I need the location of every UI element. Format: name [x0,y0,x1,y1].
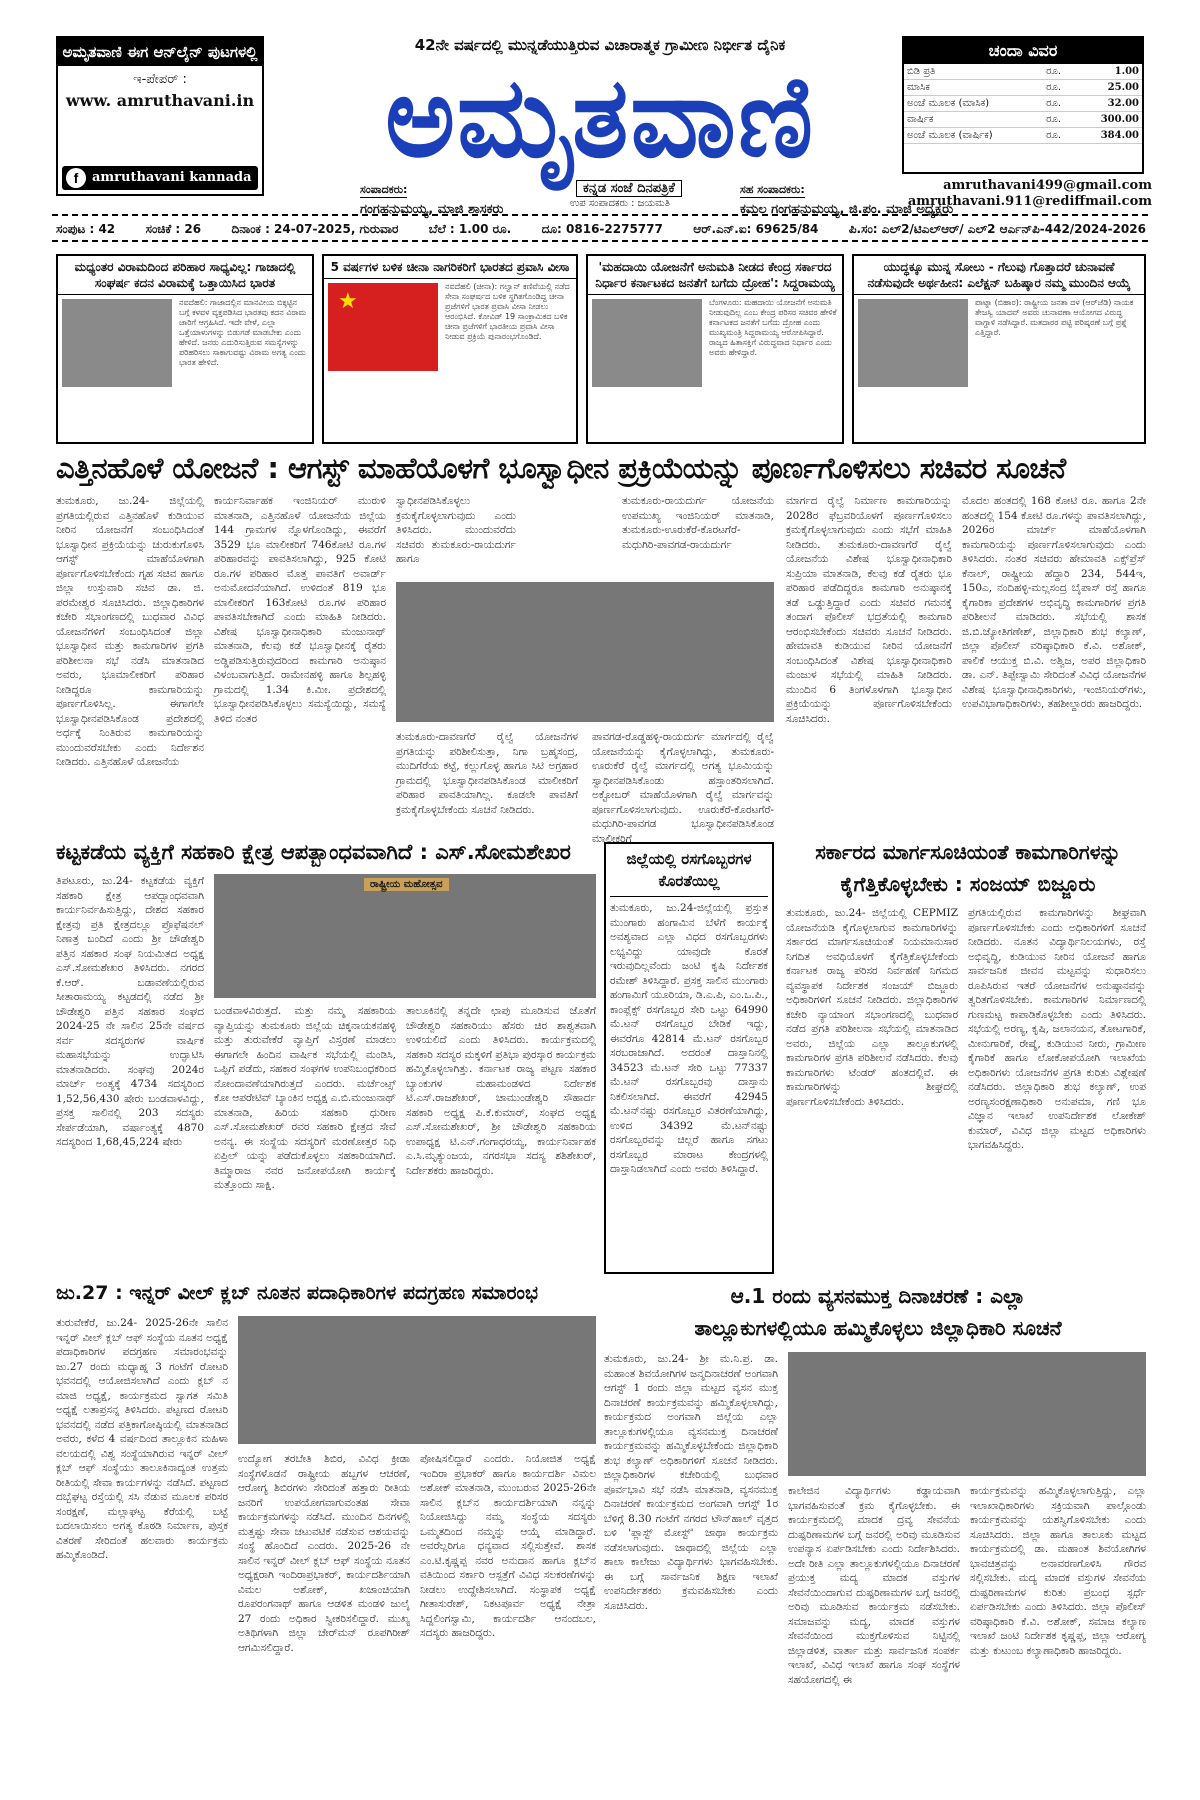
subscription-amount: 32.00 [1075,96,1142,112]
lead-col-2: ಕಾರ್ಯನಿರ್ವಾಹಕ ಇಂಜಿನಿಯರ್ ಮುರುಳಿ ಮಾತನಾಡಿ, ಎತ್ತಿನಹೊಳೆ ಯೋಜನೆಯ ಜಿಲ್ಲೆಯ 144 ಗ್ರಾಮಗಳ ನ್ನೊಳಗೊಂಡಿದ್ದು, ಈವರೆಗೆ 3529 ಭೂ ಮಾಲೀಕರಿಗೆ 746ಕೋಟಿ ರೂ.ಗಳ ಪರಿಹಾರವನ್ನು ಪಾವತಿಸಲಾಗಿದ್ದು, 925 ಕೋಟಿ ರೂ.ಗಳ ಪರಿಹಾರ ಮೊತ್ತ ಪಾವತಿಗೆ ಅವಾರ್ಡ್ ಅನುಮೋದನೆಯಾಗಿದೆ. ಉಳಿದಂತೆ 819 ಭೂ ಮಾಲೀಕರಿಗೆ 163ಕೋಟಿ ರೂ.ಗಳ ಪರಿಹಾರ ಪಾವತಿಸಬೇಕಾಗಿದೆ ಎಂದು ಮಾಹಿತಿ ನೀಡಿದರು. ವಿಶೇಷ ಭೂಸ್ವಾಧೀನಾಧಿಕಾರಿ ಮಂಜುನಾಥ್ ಮಾತನಾಡಿ, ಕೆಲವು ಕಡೆ ಭೂಸ್ವಾಧೀನಕ್ಕೆ ರೈತರು ಅಡ್ಡಿಪಡಿಸುತ್ತಿರುವುದರಿಂದ ಕಾಮಗಾರಿ ಅನುಷ್ಠಾನ ವಿಳಂಬವಾಗುತ್ತಿದೆ. ರಾಮೇನಹಳ್ಳಿ ಹಾಗೂ ಶಿಲ್ಪಹಳ್ಳಿ ಗ್ರಾಮದಲ್ಲಿ 1.34 ಕಿ.ಮೀ. ಪ್ರದೇಶದಲ್ಲಿ ಭೂಸ್ವಾಧೀನಪಡಿಸಿಕೊಳ್ಳಲು ಸಮಸ್ಯೆಯಿದ್ದು, ಸಮಸ್ಯೆ ತಿಳಿದ ನಂತರ [214,495,386,725]
guidelines-col-2: ಪ್ರಗತಿಯಲ್ಲಿರುವ ಕಾಮಗಾರಿಗಳನ್ನು ಶೀಘ್ರವಾಗಿ ಪೂರ್ಣಗೊಳಿಸಬೇಕು ಎಂದು ಅಧಿಕಾರಿಗಳಿಗೆ ಸೂಚನೆ ನೀಡಿದರು. ನೂತನ ವಿದ್ಯಾರ್ಥಿನಿಲಯಗಳು, ರಸ್ತೆ ಅಭಿವೃದ್ಧಿ, ಕುಡಿಯುವ ನೀರಿನ ಯೋಜನೆ ಹಾಗೂ ಸಾರ್ವಜನಿಕ ಜೀವನ ಮಟ್ಟವನ್ನು ಸುಧಾರಿಸಲು ರೂಪಿಸಿರುವ ಇತರೆ ಯೋಜನೆಗಳ ಅನುಷ್ಠಾನವನ್ನು ತ್ವರಿತಗೊಳಿಸಬೇಕು. ಕಾಮಗಾರಿಗಳ ನಿರ್ಮಾಣದಲ್ಲಿ ಗುಣಮಟ್ಟ ಕಾಪಾಡಿಕೊಳ್ಳಬೇಕು ಎಂದು ತಿಳಿಸಿದರು. ಸಭೆಯಲ್ಲಿ ಅರಣ್ಯ, ಕೃಷಿ, ಜಲಾನಯನ, ತೋಟಗಾರಿಕೆ, ಮೀನುಗಾರಿಕೆ, ರೇಷ್ಮೆ, ಕುಡಿಯುವ ನೀರು, ಗ್ರಾಮೀಣ ಕೈಗಾರಿಕೆ ಹಾಗೂ ಲೋಕೋಪಯೋಗಿ ಇಲಾಖೆಯ ಅಧಿಕಾರಿಗಳು ಯೋಜನೆಗಳ ಪ್ರಗತಿ ಕುರಿತು ವಿಶ್ಲೇಷಣೆ ನಡೆಸಿದರು. ಜಿಲ್ಲಾಧಿಕಾರಿ ಶುಭ ಕಲ್ಯಾಣ್, ಉಪ ಅರಣ್ಯಸಂರಕ್ಷಣಾಧಿಕಾರಿ ಅನುಪಮಾ, ಗಣಿ ಭೂ ವಿಜ್ಞಾನ ಇಲಾಖೆ ಉಪನಿರ್ದೇಶಕ ಲೋಕೇಶ್ ಕುಮಾರ್, ವಿವಿಧ ಜಿಲ್ಲಾ ಮಟ್ಟದ ಅಧಿಕಾರಿಗಳು ಭಾಗವಹಿಸಿದ್ದರು. [968,907,1146,1151]
fertilizer-headline: ಜಿಲ್ಲೆಯಲ್ಲಿ ರಸಗೊಬ್ಬರಗಳ ಕೊರತೆಯಿಲ್ಲ [610,848,768,897]
subscription-label: ಅಂಚೆ ಮೂಲಕ (ವಾರ್ಷಿಕ) [904,128,1043,144]
top-story-1[interactable] [56,254,314,444]
epaper-label: ಇ-ಪೇಪರ್ : [133,72,187,87]
subscription-label: ಅಂಚೆ ಮೂಲಕ (ಮಾಸಿಕ) [904,96,1043,112]
subscription-amount: 384.00 [1075,128,1142,144]
china-flag-photo [328,283,438,371]
issue-rni: ಆರ್.ಎನ್.ಐ: 69625/84 [693,222,819,236]
guidelines-headline-2: ಕೈಗೆತ್ತಿಕೊಳ್ಳಬೇಕು : ಸಂಜಯ್ ಬಿಜ್ಜೂರು [840,872,1096,896]
email-primary[interactable]: amruthavani499@gmail.com [943,178,1152,193]
innerwheel-group-photo [238,1316,596,1444]
deaddiction-headline-2: ತಾಲ್ಲೂಕುಗಳಲ್ಲಿಯೂ ಹಮ್ಮಿಕೊಳ್ಳಲು ಜಿಲ್ಲಾಧಿಕಾರಿ ಸೂಚನೆ [694,1316,1062,1340]
guidelines-headline-1: ಸರ್ಕಾರದ ಮಾರ್ಗಸೂಚಿಯಂತೆ ಕಾಮಗಾರಿಗಳನ್ನು [815,840,1121,864]
deaddiction-meeting-photo [788,1352,1146,1476]
subscription-row [904,64,1142,80]
issue-number: ಸಂಚಿಕೆ : 26 [145,222,202,236]
deaddiction-col-1: ತುಮಕೂರು, ಜು.24- ಶ್ರೀ ಮ.ನಿ.ಪ್ರ. ಡಾ. ಮಹಾಂತ ಶಿವಯೋಗಿಗಳ ಜನ್ಮದಿನಾಚರಣೆ ಅಂಗವಾಗಿ ಆಗಸ್ಟ್ 1 ರಂದು ಜಿಲ್ಲಾ ಮಟ್ಟದ ವ್ಯಸನ ಮುಕ್ತ ದಿನಾಚರಣೆ ಕಾರ್ಯಕ್ರಮವನ್ನು ಹಮ್ಮಿಕೊಳ್ಳಲಾಗಿದ್ದು, ಕಾರ್ಯಕ್ರಮದ ಅಂಗವಾಗಿ ಜಿಲ್ಲೆಯ ಎಲ್ಲಾ ತಾಲ್ಲೂಕುಗಳಲ್ಲಿಯೂ ವ್ಯಸನಮುಕ್ತ ದಿನಾಚರಣೆ ಕಾರ್ಯಕ್ರಮವನ್ನು ಹಮ್ಮಿಕೊಳ್ಳಬೇಕೆಂದು ಜಿಲ್ಲಾಧಿಕಾರಿ ಶುಭ ಕಲ್ಯಾಣ್ ಅಧಿಕಾರಿಗಳಿಗೆ ಸೂಚನೆ ನೀಡಿದರು. ಜಿಲ್ಲಾಧಿಕಾರಿಗಳ ಕಚೇರಿಯಲ್ಲಿ ಬುಧವಾರ ಪೂರ್ವಭಾವಿ ಸಭೆ ನಡೆಸಿ ಮಾತನಾಡಿ, ವ್ಯಸನಮುಕ್ತ ದಿನಾಚರಣೆ ಕಾರ್ಯಕ್ರಮದ ಅಂಗವಾಗಿ ಆಗಸ್ಟ್ 1ರ ಬೆಳಿಗ್ಗೆ 8.30 ಗಂಟೆಗೆ ನಗರದ ಟೌನ್‌ಹಾಲ್ ವೃತ್ತದ ಬಳಿ 'ಪ್ಲಾಸ್ಟ್ ಮೋಸ್ಟ್' ಜಾಥಾ ಕಾರ್ಯಕ್ರಮ ನಡೆಸಲಾಗುವುದು. ಜಾಥಾದಲ್ಲಿ ಜಿಲ್ಲೆಯ ಎಲ್ಲಾ ಶಾಲಾ ಕಾಲೇಜು ವಿದ್ಯಾರ್ಥಿಗಳು ಭಾಗವಹಿಸಬೇಕು. ಈ ಬಗ್ಗೆ ಸಾರ್ವಜನಿಕ ಶಿಕ್ಷಣ ಇಲಾಖೆ ಉಪನಿರ್ದೇಶಕರು ಕ್ರಮವಹಿಸಬೇಕು ಎಂದು ಸೂಚಿಸಿದರು. [604,1353,778,1612]
coeditor-name: ಕಮಲ ಗಂಗಹನುಮಯ್ಯ, ಜಿ.ಪಂ. ಮಾಜಿ ಅಧ್ಯಕ್ಷರು [740,202,954,217]
lead-col-5: ಪಾವಗಡ-ರೊಡ್ಡಹಳ್ಳಿ-ರಾಯದುರ್ಗ ಮಾರ್ಗದಲ್ಲಿ ರೈಲ್ವೆ ಯೋಜನೆಯನ್ನು ಕೈಗೊಳ್ಳಲಾಗಿದ್ದು, ತುಮಕೂರು-ಊರುಕೆರೆ ರೈಲ್ವೆ ಮಾರ್ಗದಲ್ಲಿ ಅಗತ್ಯ ಭೂಮಿಯನ್ನು ಸ್ವಾಧೀನಪಡಿಸಿಕೊಂಡು ಹಸ್ತಾಂತರಿಸಲಾಗಿದೆ. ಅಕ್ಟೋಬರ್ ಮಾಹೆಯೊಳಗಾಗಿ ರೈಲ್ವೆ ಮಾರ್ಗವನ್ನು ಪೂರ್ಣಗೊಳಿಸಲಾಗುವುದು. ಊರುಕೆರೆ-ಕೊರಟಗೆರೆ-ಮಧುಗಿರಿ-ಪಾವಗಡ ಭೂಸ್ವಾಧೀನಪಡಿಸಿಕೊಂಡ ಮಾಲೀಕರಿಗೆ [592,731,774,845]
subscription-cur: ರೂ. [1043,64,1075,80]
cooperative-headline: ಕಟ್ಟಕಡೆಯ ವ್ಯಕ್ತಿಗೆ ಸಹಕಾರಿ ಕ್ಷೇತ್ರ ಆಪತ್ಬಾಂಧವವಾಗಿದೆ : ಎಸ್.ಸೋಮಶೇಖರ [56,840,571,864]
top-story-3[interactable] [586,254,844,444]
subscription-amount: 25.00 [1075,80,1142,96]
issue-divider [52,240,1148,242]
issue-postal: ಪಿ.ಸಂ: ಎಲ್2/ಟಿಎಲ್ಆರ್/ ಎಲ್2 ಆರ್ಎನ್‌ಪಿ-442/2024-2026 [848,222,1146,236]
lead-photo-caption: ತುಮಕೂರು-ದಾವಣಗೆರೆ ರೈಲ್ವೆ ಯೋಜನೆಗಳ ಪ್ರಗತಿಯನ್ನು ಪರಿಶೀಲಿಸುತ್ತಾ, ನಿಗಾ ಬ್ರಹ್ಮಸಂದ್ರ, ಮುದಿಗೆರೆಯ ಕಟ್ಟೆ, ಕಲ್ಲುಗೊಳ್ಳ ಹಾಗೂ ಸಿಟಿ ಅಗ್ರಹಾರ ಗ್ರಾಮದಲ್ಲಿ ಭೂಸ್ವಾಧೀನಪಡಿಸಿಕೊಂಡ ಮಾಲೀಕರಿಗೆ ಪರಿಹಾರ ಪಾವತಿಯಾಗಿಲ್ಲ. ಕೂಡಲೇ ಪಾವತಿಗೆ ಕ್ರಮಕೈಗೊಳ್ಳಬೇಕೆಂದು ಸೂಚನೆ ನೀಡಿದರು. [396,731,578,816]
deaddiction-col-2: ಕಾಲೇಜಿನ ವಿದ್ಯಾರ್ಥಿಗಳು ಕಡ್ಡಾಯವಾಗಿ ಭಾಗವಹಿಸುವಂತೆ ಕ್ರಮ ಕೈಗೊಳ್ಳಬೇಕು. ಈ ಕಾರ್ಯಕ್ರಮದಲ್ಲಿ ಮಾದಕ ದ್ರವ್ಯ ಸೇವನೆಯ ದುಷ್ಪರಿಣಾಮಗಳ ಬಗ್ಗೆ ಜನರಲ್ಲಿ ಅರಿವು ಮೂಡಿಸುವ ಉಪನ್ಯಾಸ ಏರ್ಪಡಿಸಬೇಕು ಎಂದು ನಿರ್ದೇಶಿಸಿದರು. ಅದೇ ರೀತಿ ಎಲ್ಲಾ ತಾಲ್ಲೂಕುಗಳಲ್ಲಿಯೂ ದಿನಾಚರಣೆ ಪ್ರಯುಕ್ತ ಮದ್ಯ ಮಾದಕ ವಸ್ತುಗಳ ಸೇವನೆಯಿಂದಾಗುವ ದುಷ್ಪರಿಣಾಮಗಳ ಬಗ್ಗೆ ಜನರಲ್ಲಿ ಅರಿವು ಮೂಡಿಸುವ ಕಾರ್ಯಕ್ರಮ ನಡೆಸಬೇಕು. ಸಮಾಜವನ್ನು ಮದ್ಯ, ಮಾದಕ ವಸ್ತುಗಳ ಸೇವನೆಯಿಂದ ಮುಕ್ತಗೊಳಿಸುವ ನಿಟ್ಟಿನಲ್ಲಿ ಜಿಲ್ಲಾಡಳಿತ, ವಾರ್ತಾ ಮತ್ತು ಸಾರ್ವಜನಿಕ ಸಂಪರ್ಕ ಇಲಾಖೆ, ವಿವಿಧ ಇಲಾಖೆ ಹಾಗೂ ಸಂಘ ಸಂಸ್ಥೆಗಳ ಸಹಯೋಗದಲ್ಲಿ ಈ [788,1485,960,1686]
subscription-row [904,112,1142,128]
innerwheel-headline: ಜು.27 : ಇನ್ನರ್ ವೀಲ್ ಕ್ಲಬ್ ನೂತನ ಪದಾಧಿಕಾರಿಗಳ ಪದಗ್ರಹಣ ಸಮಾರಂಭ [56,1282,538,1304]
innerwheel-col-1: ತುರುವೇಕೆರೆ, ಜು.24- 2025-26ನೇ ಸಾಲಿನ ಇನ್ನರ್ ವೀಲ್ ಕ್ಲಬ್ ಆಫ್ ಸಂಸ್ಥೆಯ ನೂತನ ಅಧ್ಯಕ್ಷೆ ಪದಾಧಿಕಾರಿಗಳ ಪದಗ್ರಹಣ ಸಮಾರಂಭವನ್ನು ಜು.27 ರಂದು ಮಧ್ಯಾಹ್ನ 3 ಗಂಟೆಗೆ ರೋಟರಿ ಭವನದಲ್ಲಿ ಆಯೋಜಿಸಲಾಗಿದೆ ಎಂದು ಕ್ಲಬ್ ನ ಮಾಜಿ ಅಧ್ಯಕ್ಷೆ, ಕಾರ್ಯಕ್ರಮದ ಸ್ವಾಗತ ಸಮಿತಿ ಅಧ್ಯಕ್ಷೆ ಲತಾಪ್ರಸನ್ನ ತಿಳಿಸಿದರು. ಪಟ್ಟಣದ ರೋಟರಿ ಭವನದಲ್ಲಿ ನಡೆದ ಪತ್ರಿಕಾಗೋಷ್ಠಿಯಲ್ಲಿ ಮಾತನಾಡಿದ ಅವರು, ಕಳೆದ 4 ವರ್ಷದಿಂದ ತಾಲ್ಲೂಕಿನ ಮಹಿಳಾ ವಲಯದಲ್ಲಿ ವಿಶ್ವ ಸಂಸ್ಥೆಯಾಗಿರುವ ಇನ್ನರ್ ವೀಲ್ ಕ್ಲಬ್ ಆಫ್ ಸಂಸ್ಥೆಯು ತಾಲೂಕಿನಾದ್ಯಂತ ಉತ್ತಮ ರೀತಿಯಲ್ಲಿ ಸೇವಾ ಕಾರ್ಯಗಳನ್ನು ನಡೆಸಿದೆ. ಪಟ್ಟಣದ ದಬ್ಬೆಘಟ್ಟ ರಸ್ತೆಯಲ್ಲಿ ಸಸಿ ನೆಡುವ ಮೂಲಕ ಪರಿಸರ ಸಂರಕ್ಷಣೆ, ಮಲ್ಲಾಘಟ್ಟ ಕೆರೆಯಲ್ಲಿ ಬಟ್ಟೆ ಬದಲಾಯಿಸಲು ಅಗತ್ಯ ಕೊಠಡಿ ನಿರ್ಮಾಣ, ಪುಸ್ತಕ ವಿತರಣೆ ಸೇರಿದಂತೆ ಹಲವಾರು ಕಾರ್ಯಕ್ರಮ ಹಮ್ಮಿಕೊಂಡಿದೆ. [56,1317,228,1561]
top-story-title: ಯುದ್ಧಕ್ಕೂ ಮುನ್ನ ಸೋಲು - ಗೆಲುವು ಗೊತ್ತಾದರೆ ಚುನಾವಣೆ ನಡೆಸುವುದೇ ಅರ್ಥಹೀನ: ಎಲೆಕ್ಷನ್ ಬಹಿಷ್ಕಾರ ನಮ್ಮ ಮುಂದಿನ ಆಯ್ಕೆ [854,256,1144,295]
top-story-text: ನವದೆಹಲಿ: ಗಾಜಾದಲ್ಲಿನ ಮಾನವೀಯ ಬಿಕ್ಕಟ್ಟಿನ ಬಗ್ಗೆ ಕಳವಳ ವ್ಯಕ್ತಪಡಿಸಿದ ಭಾರತವು ಕದನ ವಿರಾಮ ಜಾರಿಗೆ ಆಗ್ರಹಿಸಿದೆ. ಇದೇ ವೇಳೆ, ಎಲ್ಲಾ ಒತ್ತೆಯಾಳುಗಳನ್ನು ಬಿಡುಗಡೆ ಮಾಡಬೇಕು ಎಂದು ಹೇಳಿದೆ. ಜನರು ಎದುರಿಸುತ್ತಿರುವ ಸಮಸ್ಯೆಗಳನ್ನು ಪರಿಹರಿಸಲು ಸಾಕಾಗುವಷ್ಟು ವಿರಾಮ ಅಗತ್ಯ ಎಂದು ಭಾರತ ಹೇಳಿದೆ. [179,298,307,367]
subscription-cur: ರೂ. [1043,112,1075,128]
fertilizer-text: ತುಮಕೂರು, ಜು.24-ಜಿಲ್ಲೆಯಲ್ಲಿ ಪ್ರಸ್ತುತ ಮುಂಗಾರು ಹಂಗಾಮಿನ ಬೆಳೆಗೆ ಕಾರ್ಯಕ್ಕೆ ಅವಶ್ಯವಾದ ಎಲ್ಲಾ ವಿಧದ ರಸಗೊಬ್ಬರಗಳು ಲಭ್ಯವಿದ್ದು ಯಾವುದೇ ಕೊರತೆ ಇರುವುದಿಲ್ಲವೆಂದು ಜಂಟಿ ಕೃಷಿ ನಿರ್ದೇಶಕ ರಮೇಶ್ ತಿಳಿಸಿದ್ದಾರೆ. ಪ್ರಸಕ್ತ ಸಾಲಿನ ಮುಂಗಾರು ಹಂಗಾಮಿಗೆ ಯೂರಿಯಾ, ಡಿ.ಎ.ಪಿ, ಎಂ.ಒ.ಪಿ., ಕಾಂಪ್ಲೆಕ್ಸ್ ರಸಗೊಬ್ಬರ ಸೇರಿ ಒಟ್ಟು 64990 ಮೆ.ಟನ್ ರಸಗೊಬ್ಬರ ಬೇಡಿಕೆ ಇದ್ದು, ಈವರೆಗೂ 42814 ಮೆ.ಟನ್ ರಸಗೊಬ್ಬರ ಸರಬರಾಜಾಗಿದೆ. ಅದರಂತೆ ದಾಸ್ತಾನಿನಲ್ಲಿ 34523 ಮೆ.ಟನ್ ಸೇರಿ ಒಟ್ಟು 77337 ಮೆ.ಟನ್ ರಸಗೊಬ್ಬರವು ದಾಸ್ತಾನು ನಿಕಲಿಸಲಾಗಿದೆ. ಈವರೆಗೆ 42945 ಮೆ.ಟನ್‌ನಷ್ಟು ರಸಗೊಬ್ಬರ ವಿತರಣೆಯಾಗಿದ್ದು, ಉಳಿದ 34392 ಮೆ.ಟನ್‌ನಷ್ಟು ರಸಗೊಬ್ಬರವನ್ನು ಚಿಲ್ಲರೆ ಹಾಗೂ ಸಗಟು ರಸಗೊಬ್ಬರ ಮಾರಾಟ ಕೇಂದ್ರಗಳಲ್ಲಿ ದಾಸ್ತಾನಿಡಲಾಗಿದೆ ಎಂದು ಅವರು ತಿಳಿಸಿದ್ದಾರೆ. [610,902,768,1175]
editor-block [360,178,503,217]
tagline: 42ನೇ ವರ್ಷದಲ್ಲಿ ಮುನ್ನಡೆಯುತ್ತಿರುವ ವಿಚಾರಾತ್ಮಕ ಗ್ರಾಮೀಣ ನಿರ್ಭೀತ ದೈನಿಕ [414,36,786,54]
subscription-row [904,96,1142,112]
evening-paper-label: ಕನ್ನಡ ಸಂಜೆ ದಿನಪತ್ರಿಕೆ [576,180,682,197]
website-link[interactable]: www. amruthavani.in [65,91,255,110]
issue-price: ಬೆಲೆ : 1.00 ರೂ. [428,222,512,236]
lead-col-7: ಮೊದಲ ಹಂತದಲ್ಲಿ 168 ಕೋಟಿ ರೂ. ಹಾಗೂ 2ನೇ ಹಂತದಲ್ಲಿ 154 ಕೋಟಿ ರೂ.ಗಳನ್ನು ಪಾವತಿಸಲಾಗಿದ್ದು, 2026ರ ಮಾರ್ಚ್ ಮಾಹೆಯೊಳಗಾಗಿ ಕಾಮಗಾರಿಯನ್ನು ಪೂರ್ಣಗೊಳಿಸಲಾಗುವುದು ಎಂದು ತಿಳಿಸಿದರು. ನಂತರ ಸಚಿವರು ಹೇಮಾವತಿ ಎಕ್ಸ್‌ಪ್ರೆಸ್ ಕೆನಾಲ್, ರಾಷ್ಟ್ರೀಯ ಹೆದ್ದಾರಿ 234, 544ಇ, 150ಎ, ನಂದಿಹಳ್ಳಿ-ಮಲ್ಲಸಂದ್ರ ಬೈಪಾಸ್ ರಸ್ತೆ ಹಾಗೂ ಕೈಗಾರಿಕಾ ಪ್ರದೇಶಗಳ ಅಭಿವೃದ್ಧಿ ಕಾಮಗಾರಿಗಳ ಪ್ರಗತಿ ಪರಿಶೀಲನೆ ಮಾಡಿದರು. ಸಭೆಯಲ್ಲಿ ಶಾಸಕ ಜಿ.ಬಿ.ಜ್ಯೋತಿಗಣೇಶ್, ಜಿಲ್ಲಾಧಿಕಾರಿ ಶುಭ ಕಲ್ಯಾಣ್, ಜಿಲ್ಲಾ ಪೊಲೀಸ್ ವರಿಷ್ಠಾಧಿಕಾರಿ ಕೆ.ವಿ. ಅಶೋಕ್, ಪಾಲಿಕೆ ಆಯುಕ್ತ ಬಿ.ವಿ. ಅಶ್ವಿಜ, ಅಪರ ಜಿಲ್ಲಾಧಿಕಾರಿ ಡಾ. ಎನ್. ತಿಪ್ಪೇಸ್ವಾಮಿ ಸೇರಿದಂತೆ ವಿವಿಧ ಯೋಜನೆಗಳ ವಿಶೇಷ ಭೂಸ್ವಾಧೀನಾಧಿಕಾರಿಗಳು, ಇಂಜಿನಿಯರ್‌ಗಳು, ಉಪವಿಭಾಗಾಧಿಕಾರಿಗಳು, ತಹಶೀಲ್ದಾರರು ಹಾಜರಿದ್ದರು. [962,495,1146,710]
subscription-header: ಚಂದಾ ವಿವರ [904,38,1142,64]
event-banner: ರಾಷ್ಟ್ರೀಯ ಮಹೋತ್ಸವ [364,878,449,891]
subscription-cur: ರೂ. [1043,128,1075,144]
cooperative-col-2: ಬಂಡವಾಳವಿರುತ್ತದೆ. ಮತ್ತು ನಮ್ಮ ಸಹಕಾರಿಯ ವ್ಯಾಪ್ತಿಯನ್ನು ತುಮಕೂರು ಜಿಲ್ಲೆಯ ಚಿಕ್ಕನಾಯಕನಹಳ್ಳಿ ಮತ್ತು ತುರುವೇಕೆರೆ ವ್ಯಾಪ್ತಿಗೆ ವಿಸ್ತರಣೆ ಮಾಡಲು ಈಗಾಗಲೇ ಹಿಂದಿನ ವಾರ್ಷಿಕ ಸಭೆಯಲ್ಲಿ ಮಂಡಿಸಿ, ಒಪ್ಪಿಗೆ ಪಡೆದು, ಸಹಕಾರ ಸಂಘಗಳ ಉಪನಿಬಂಧಕರಿಂದ ನೋಂದಾವಣೆಯಾಗಿರುತ್ತದೆ ಎಂದರು. ಮರ್ಚೆಂಟ್ಸ್ ಕೋ ಆಪರೇಟಿವ್ ಬ್ಯಾಂಕಿನ ಅಧ್ಯಕ್ಷ ಎ.ಬಿ.ಮಂಜುನಾಥ್ ಮಾತನಾಡಿ, ಹಿರಿಯ ಸಹಕಾರಿ ಧುರೀಣ ಎಸ್.ಸೋಮಶೇಖರ್ ರವರ ಸಹಕಾರಿ ಕ್ಷೇತ್ರದ ಸೇವೆ ಅನನ್ಯ. ಈ ಸಂಸ್ಥೆಯ ಸದಸ್ಯರಿಗೆ ಮರಣೋತ್ತರ ನಿಧಿ ಏಪ್ರಿಲ್ ಯನ್ನು ಪಡೆದುಕೊಳ್ಳಲು ಸಹಕಾರಿಯಾಗಿದೆ. ತಿಮ್ಮಾರಾಜ ನವರ ಜನೋಪಯೋಗಿ ಕಾರ್ಯಕ್ಕೆ ಮತ್ತೊಂದು ಸಾಕ್ಷಿ. [214,1005,396,1191]
issue-volume: ಸಂಪುಟ : 42 [56,222,116,236]
top-story-title: 'ಮಹದಾಯಿ ಯೋಜನೆಗೆ ಅನುಮತಿ ನೀಡದ ಕೇಂದ್ರ ಸರ್ಕಾರದ ನಿರ್ಧಾರ ಕರ್ನಾಟಕದ ಜನತೆಗೆ ಬಗೆದು ದ್ರೋಹ': ಸಿದ್ದರಾಮಯ್ಯ [588,256,842,295]
top-story-title: 5 ವರ್ಷಗಳ ಬಳಿಕ ಚೀನಾ ನಾಗರಿಕರಿಗೆ ಭಾರತದ ಪ್ರವಾಸಿ ವೀಸಾ [324,256,576,279]
top-story-text: ನವದೆಹಲಿ (ಚೀನಾ): ಗಲ್ವಾನ್ ಕಣಿವೆಯಲ್ಲಿ ನಡೆದ ಸೇನಾ ಸಂಘರ್ಷದ ಬಳಿಕ ಸ್ಥಗಿತಗೊಂಡಿದ್ದ ಚೀನಾ ಪ್ರಜೆಗಳಿಗೆ ಭಾರತ ಪ್ರವಾಸಿ ವೀಸಾ ನೀಡಲು ಆರಂಭಿಸಿದೆ. ಕೋವಿಡ್ 19 ಸಾಂಕ್ರಾಮಿಕದ ಬಳಿಕ ಚೀನಾ ಪ್ರಜೆಗಳಿಗೆ ಭಾರತೀಯ ಪ್ರವಾಸಿ ವೀಸಾ ನೀಡುವ ಪ್ರಕ್ರಿಯೆ ಪುನಾರಂಭಗೊಂಡಿದೆ. [445,282,570,341]
subscription-label: ವಾರ್ಷಿಕ [904,112,1043,128]
subscription-row [904,128,1142,144]
issue-date: ದಿನಾಂಕ : 24-07-2025, ಗುರುವಾರ [231,222,399,236]
subscription-amount: 300.00 [1075,112,1142,128]
guidelines-col-1: ತುಮಕೂರು, ಜು.24- ಜಿಲ್ಲೆಯಲ್ಲಿ CEPMIZ ಯೋಜನೆಯಡಿ ಕೈಗೊಳ್ಳಲಾಗುವ ಕಾಮಗಾರಿಗಳನ್ನು ಸರ್ಕಾರದ ಮಾರ್ಗಸೂಚಿಯಂತೆ ನಿಯಮಾನುಸಾರ ನಿಗದಿತ ಅವಧಿಯೊಳಗೆ ಕೈಗೆತ್ತಿಕೊಳ್ಳಬೇಕೆಂದು ಕರ್ನಾಟಕ ರಾಜ್ಯ ಪರಿಸರ ನಿರ್ವಹಣೆ ನಿಗಮದ ವ್ಯವಸ್ಥಾಪಕ ನಿರ್ದೇಶಕ ಸಂಜಯ್ ಬಿಜ್ಜೂರು ಅಧಿಕಾರಿಗಳಿಗೆ ಸೂಚನೆ ನೀಡಿದರು. ಜಿಲ್ಲಾಧಿಕಾರಿಗಳ ಕಚೇರಿ ನ್ಯಾಯಾಂಗ ಸಭಾಂಗಣದಲ್ಲಿ ಬುಧವಾರ ನಡೆದ ಪ್ರಗತಿ ಪರಿಶೀಲನಾ ಸಭೆಯಲ್ಲಿ ಮಾತನಾಡಿದ ಅವರು, ಜಿಲ್ಲೆಯ ಎಲ್ಲಾ ತಾಲ್ಲೂಕುಗಳಲ್ಲಿ ಕಾಮಗಾರಿಗಳ ಪ್ರಗತಿ ಪರಿಶೀಲನೆ ನಡೆಸಿದರು. ಕೆಲವು ಕಾಮಗಾರಿಗಳು ಟೆಂಡರ್ ಹಂತದಲ್ಲಿವೆ. ಈ ಕಾಮಗಾರಿಗಳನ್ನು ಶೀಘ್ರದಲ್ಲಿ ಪೂರ್ಣಗೊಳಿಸಬೇಕೆಂದು ತಿಳಿಸಿದರು. [786,907,958,1108]
facebook-icon: f [66,168,86,188]
fertilizer-story-box [604,842,774,1274]
issue-phone: ದೂ: 0816-2275777 [541,222,663,236]
lead-col-6: ಮಾರ್ಗದ ರೈಲ್ವೆ ನಿರ್ಮಾಣ ಕಾಮಗಾರಿಯನ್ನು 2028ರ ಫೆಬ್ರವರಿಯೊಳಗೆ ಪೂರ್ಣಗೊಳಿಸಲು ಕ್ರಮಕೈಗೊಳ್ಳಲಾಗುವುದು ಎಂದು ಸಭೆಗೆ ಮಾಹಿತಿ ನೀಡಿದರು. ತುಮಕೂರು-ದಾವಣಗೆರೆ ರೈಲ್ವೆ ಯೋಜನೆಯ ವಿಶೇಷ ಭೂಸ್ವಾಧೀನಾಧಿಕಾರಿ ಸುಪ್ರಿಯಾ ಮಾತನಾಡಿ, ಕೆಲವು ಕಡೆ ರೈತರು ಭೂ ಪರಿಹಾರ ಪಡೆದಿದ್ದರೂ ಕಾಮಗಾರಿ ಅನುಷ್ಠಾನಕ್ಕೆ ತಡೆ ಒಡ್ಡುತ್ತಿದ್ದಾರೆ ಎಂದು ಸಚಿವರ ಗಮನಕ್ಕೆ ತಂದಾಗ ಪೊಲೀಸ್ ಭದ್ರತೆಯಲ್ಲಿ ಕಾಮಗಾರಿ ಆರಂಭಿಸಬೇಕೆಂದು ಸಚಿವರು ಸೂಚನೆ ನೀಡಿದರು. ಹೇಮಾವತಿ ಕುಡಿಯುವ ನೀರಿನ ಯೋಜನೆಗೆ ಸಂಬಂಧಿಸಿದಂತೆ ವಿಶೇಷ ಭೂಸ್ವಾಧೀನಾಧಿಕಾರಿ ಮಂಜುಳ ಸಭೆಯಲ್ಲಿ ಮಾಹಿತಿ ನೀಡಿದರು. ಮುಂದಿನ 6 ತಿಂಗಳೊಳಗಾಗಿ ಭೂಸ್ವಾಧೀನ ಪ್ರಕ್ರಿಯೆಯನ್ನು ಪೂರ್ಣಗೊಳಿಸಬೇಕೆಂದು ಸೂಚಿಸಿದರು. [786,495,952,725]
subscription-label: ಮಾಸಿಕ [904,80,1043,96]
editor-label: ಸಂಪಾದಕರು: [360,183,408,196]
cooperative-col-1: ತಿಪಟೂರು, ಜು.24- ಕಟ್ಟಕಡೆಯ ವ್ಯಕ್ತಿಗೆ ಸಹಕಾರಿ ಕ್ಷೇತ್ರ ಆಪದ್ಬಾಂಧವವಾಗಿ ಕಾರ್ಯನಿರ್ವಹಿಸುತ್ತಿದ್ದು, ದೇಶದ ಸಹಕಾರ ಕ್ಷೇತ್ರವು ಪ್ರತಿ ಕ್ಷೇತ್ರದಲ್ಲೂ ಪ್ರೊಫೆಷನಲ್ ನಿಣಾತ್ರ ಬಂದಿದೆ ಎಂದು ಶ್ರೀ ಚೌಡೇಶ್ವರಿ ಪತ್ತಿನ ಸಹಕಾರ ಸಂಘ ನಿಯಮಿತದ ಅಧ್ಯಕ್ಷ ಎಸ್.ಸೋಮಶೇಖರ ತಿಳಿಸಿದರು. ನಗರದ ಕೆ.ಆರ್. ಬಡಾವಣೆಯಲ್ಲಿರುವ ಸೀತಾರಾಮಯ್ಯ ಕಟ್ಟಡದಲ್ಲಿ ನಡೆದ ಶ್ರೀ ಚೌಡೇಶ್ವರಿ ಪತ್ತಿನ ಸಹಕಾರ ಸಂಘದ 2024-25 ನೇ ಸಾಲಿನ 25ನೇ ವರ್ಷದ ಸರ್ವ ಸದಸ್ಯರುಗಳ ವಾರ್ಷಿಕ ಮಹಾಸಭೆಯನ್ನು ಉದ್ಘಾಟಿಸಿ ಮಾತನಾಡಿದರು. ಸಂಘವು 2024ರ ಮಾರ್ಚ್ ಅಂತ್ಯಕ್ಕೆ 4734 ಸದಸ್ಯರಿಂದ 1,52,56,430 ಷೇರು ಬಂಡವಾಳವಿದ್ದು, ಪ್ರಸಕ್ತ ಸಾಲಿನಲ್ಲಿ 203 ಸದಸ್ಯರು ಸೇರ್ಪಡೆಯಾಗಿ, ವರ್ಷಾಂತ್ಯಕ್ಕೆ 4870 ಸದಸ್ಯರಿಂದ 1,68,45,224 ಷೇರು [56,875,204,1148]
subscription-cur: ರೂ. [1043,96,1075,112]
facebook-handle: amruthavani kannada [92,170,252,185]
cooperative-col-3: ತಾಲೂಕಿನಲ್ಲಿ ತನ್ನದೇ ಛಾಪು ಮೂಡಿಸುವ ಜೊತೆಗೆ ಚೌಡೇಶ್ವರಿ ಸಹಕಾರಿಯು ಹೆಸರು ಚಿರ ಶಾಶ್ವತವಾಗಿ ಉಳಿಯಲಿದೆ ಎಂದು ತಿಳಿಸಿದರು. ಕಾರ್ಯಕ್ರಮದಲ್ಲಿ ಸಹಕಾರಿ ಸದಸ್ಯರ ಮಕ್ಕಳಿಗೆ ಪ್ರತಿಭಾ ಪುರಸ್ಕಾರ ಕಾರ್ಯಕ್ರಮ ಹಮ್ಮಿಕೊಳ್ಳಲಾಗಿತ್ತು. ಕರ್ನಾಟಕ ರಾಜ್ಯ ಪಟ್ಟಣ ಸಹಕಾರ ಬ್ಯಾಂಕುಗಳ ಮಹಾಮಂಡಳದ ನಿರ್ದೇಶಕ ಟಿ.ಎಸ್.ರಾಜಶೇಖರ್, ಚಾಮುಂಡೇಶ್ವರಿ ಸೌಹಾರ್ದ ಸಹಕಾರಿ ಅಧ್ಯಕ್ಷ ಪಿ.ಕೆ.ಕುಮಾರ್, ಸಂಘದ ಅಧ್ಯಕ್ಷ ಎಸ್.ಸೋಮಶೇಖರ್, ಶ್ರೀ ಚೌಡೇಶ್ವರಿ ಸಹಕಾರಿಯ ಉಪಾಧ್ಯಕ್ಷ ಟಿ.ಎನ್.ಗಂಗಾಧರಯ್ಯ, ಕಾರ್ಯನಿರ್ವಾಹಕ ಎ.ಸಿ.ಮೃತ್ಯುಂಜಯ, ನಗರಸಭಾ ಸದಸ್ಯ ಶಶಿಶೇಖರ್, ನಿರ್ದೇಶಕರು ಹಾಜರಿದ್ದರು. [406,1005,596,1177]
lead-col-3: ಸ್ವಾಧೀನಪಡಿಸಿಕೊಳ್ಳಲು ಕ್ರಮಕೈಗೊಳ್ಳಲಾಗುವುದು ಎಂದು ತಿಳಿಸಿದರು. ಮುಂದುವರೆದು ಸಚಿವರು ತುಮಕೂರು-ರಾಯದುರ್ಗ ಹಾಗೂ [396,495,516,565]
top-story-text: ಬೆಂಗಳೂರು: ಮಹದಾಯಿ ಯೋಜನೆಗೆ ಅನುಮತಿ ನೀಡುವುದಿಲ್ಲ ಎಂಬ ಕೇಂದ್ರ ಪರಿಸರ ಸಚಿವರ ಹೇಳಿಕೆ ಕರ್ನಾಟಕದ ಜನತೆಗೆ ಬಗೆದು ದ್ರೋಹ ಎಂದು ಮುಖ್ಯಮಂತ್ರಿ ಸಿದ್ದರಾಮಯ್ಯ ಆರೋಪಿಸಿದ್ದಾರೆ. ರಾಜ್ಯದ ಹಿತಾಸಕ್ತಿಗೆ ವಿರುದ್ಧವಾದ ನಿರ್ಧಾರ ಎಂದು ಅವರು ಹೇಳಿದ್ದಾರೆ. [709,298,837,357]
issue-info-row [56,222,1146,237]
deaddiction-headline-1: ಆ.1 ರಂದು ವ್ಯಸನಮುಕ್ತ ದಿನಾಚರಣೆ : ಎಲ್ಲಾ [730,1284,1026,1308]
lead-col-1: ತುಮಕೂರು, ಜು.24- ಜಿಲ್ಲೆಯಲ್ಲಿ ಪ್ರಗತಿಯಲ್ಲಿರುವ ಎತ್ತಿನಹೊಳೆ ಕುಡಿಯುವ ನೀರಿನ ಯೋಜನೆಗೆ ಸಂಬಂಧಿಸಿದಂತೆ ಭೂಸ್ವಾಧೀನ ಪ್ರಕ್ರಿಯೆಯನ್ನು ಚುರುಕುಗೊಳಿಸಿ ಆಗಸ್ಟ್ ಮಾಹೆಯೊಳಗಾಗಿ ಪೂರ್ಣಗೊಳಿಸಬೇಕೆಂದು ಗೃಹ ಸಚಿವ ಹಾಗೂ ಜಿಲ್ಲಾ ಉಸ್ತುವಾರಿ ಸಚಿವ ಡಾ. ಜಿ. ಪರಮೇಶ್ವರ ಸೂಚಿಸಿದರು. ಜಿಲ್ಲಾಧಿಕಾರಿಗಳ ಕಚೇರಿ ಸಭಾಂಗಣದಲ್ಲಿ ಬುಧವಾರ ವಿವಿಧ ಯೋಜನೆಗಳಿಗೆ ಸಂಬಂಧಿಸಿದಂತೆ ಜಿಲ್ಲಾ ಭೂಸ್ವಾಧೀನ ಮತ್ತು ಕಾಮಗಾರಿಗಳ ಪ್ರಗತಿ ಪರಿಶೀಲನಾ ಸಭೆ ನಡೆಸಿ ಮಾತನಾಡಿದ ಅವರು, ಭೂಮಾಲೀಕರಿಗೆ ಪರಿಹಾರ ನೀಡಿದ್ದರೂ ಕಾಮಗಾರಿಯನ್ನು ಪೂರ್ಣಗೊಳಿಸಿಲ್ಲ. ಈಗಾಗಲೇ ಭೂಸ್ವಾಧೀನಪಡಿಸಿಕೊಂಡ ಪ್ರದೇಶದಲ್ಲಿ ಅರ್ಧಕ್ಕೆ ನಿಂತಿರುವ ಕಾಮಗಾರಿಯನ್ನು ಮುಂದುವರೆಸಬೇಕು ಎಂದು ನಿರ್ದೇಶನ ನೀಡಿದರು. ಎತ್ತಿನಹೊಳೆ ಯೋಜನೆಯ [56,495,204,768]
subscription-table [904,64,1142,144]
email-secondary[interactable]: amruthavani.911@rediffmail.com [907,194,1152,209]
contact-emails [902,178,1152,210]
subscription-box [902,36,1144,174]
deaddiction-col-3: ಕಾರ್ಯಕ್ರಮವನ್ನು ಹಮ್ಮಿಕೊಳ್ಳಲಾಗುತ್ತಿದ್ದು, ಎಲ್ಲಾ ಇಲಾಖಾಧಿಕಾರಿಗಳು ಸಕ್ರಿಯವಾಗಿ ಪಾಲ್ಗೊಂಡು ಕಾರ್ಯಕ್ರಮವನ್ನು ಯಶಸ್ವಿಗೊಳಿಸಬೇಕು ಎಂದು ಸೂಚಿಸಿದರು. ಜಿಲ್ಲಾ ಹಾಗೂ ತಾಲೂಕು ಮಟ್ಟದ ಕಾರ್ಯಕ್ರಮದಲ್ಲಿ ಡಾ. ಮಹಾಂತ ಶಿವಯೋಗಿಗಳ ಭಾವಚಿತ್ರವನ್ನು ಅನಾವರಣಗೊಳಿಸಿ ಗೌರವ ಸಲ್ಲಿಸಬೇಕು. ಮದ್ಯ ಮಾದಕ ವಸ್ತುಗಳ ಸೇವನೆಯ ದುಷ್ಪರಿಣಾಮಗಳ ಕುರಿತು ಪ್ರಬಂಧ ಸ್ಪರ್ಧೆ ಏರ್ಪಡಿಸಬೇಕು ಎಂದು ತಿಳಿಸಿದರು. ಜಿಲ್ಲಾ ಪೊಲೀಸ್ ವರಿಷ್ಠಾಧಿಕಾರಿ ಕೆ.ವಿ. ಅಶೋಕ್, ಸಮಾಜ ಕಲ್ಯಾಣ ಇಲಾಖೆ ಜಂಟಿ ನಿರ್ದೇಶಕ ಕೃಷ್ಣಪ್ಪ, ಜಿಲ್ಲಾ ಆರೋಗ್ಯ ಮತ್ತು ಕುಟುಂಬ ಕಲ್ಯಾಣಾಧಿಕಾರಿ ಹಾಜರಿದ್ದರು. [970,1485,1146,1657]
lead-col-4: ತುಮಕೂರು-ರಾಯದುರ್ಗ ಯೋಜನೆಯ ಉಪಮುಖ್ಯ ಇಂಜಿನಿಯರ್ ಮಾತನಾಡಿ, ತುಮಕೂರು-ಊರುಕೆರೆ-ಕೊರಟಗೆರೆ-ಮಧುಗಿರಿ-ಪಾವಗಡ-ರಾಯದುರ್ಗ [622,495,774,551]
top-story-photo [62,299,172,387]
subscription-label: ಬಿಡಿ ಪ್ರತಿ [904,64,1043,80]
innerwheel-col-3: ಪೋಷಿಸಲಿದ್ದಾರೆ ಎಂದರು. ನಿಯೋಜಿತ ಅಧ್ಯಕ್ಷೆ ಇಂದಿರಾ ಪ್ರಭಾಕರ್ ಹಾಗೂ ಕಾರ್ಯದರ್ಶಿ ವಿಮಲ ಅಶೋಕ್ ಮಾತನಾಡಿ, ಮುಂಬರುವ 2025-26ನೇ ಸಾಲಿನ ಕ್ಲಬ್‌ನ ಕಾರ್ಯದರ್ಶಿಯಾಗಿ ನನ್ನನ್ನು ನಿಯೋಜಿಸಿದ್ದು ನಮ್ಮ ಸಂಸ್ಥೆಯ ಸದಸ್ಯರು ಒಮ್ಮತದಿಂದ ನಮ್ಮನ್ನು ಆಯ್ಕೆ ಮಾಡಿದ್ದಾರೆ. ಅವರೆಲ್ಲರಿಗೂ ಧನ್ಯವಾದ ಸಲ್ಲಿಸುತ್ತೇವೆ. ಶಾಸಕ ಎಂ.ಟಿ.ಕೃಷ್ಣಪ್ಪ ನವರ ಅನುದಾನ ಹಾಗೂ ಕ್ಲಬ್‌ನ ವತಿಯಿಂದ ಸರ್ಕಾರಿ ಆಸ್ಪತ್ರೆಗೆ ವಿವಿಧ ಸಲಕರಣೆಗಳನ್ನು ನೀಡಲು ಉದ್ದೇಶಿಸಲಾಗಿದೆ. ಸಂಸ್ಥಾಪಕ ಅಧ್ಯಕ್ಷೆ ಗೀತಾಸುರೇಶ್, ನಿಕಟಪೂರ್ವ ಅಧ್ಯಕ್ಷೆ ನೇತ್ರಾ ಸಿದ್ದಲಿಂಗಸ್ವಾಮಿ, ಕಾರ್ಯದರ್ಶಿ ಆನಂದಬಲ, ಸದಸ್ಯರು ಹಾಜರಿದ್ದರು. [420,1453,596,1639]
online-promo-box [56,36,264,196]
top-story-text: ಪಾಟ್ನಾ (ಬಿಹಾರ): ರಾಷ್ಟ್ರೀಯ ಜನತಾ ದಳ (ಆರ್‌ಜೆಡಿ) ನಾಯಕ ತೇಜಸ್ವಿ ಯಾದವ್ ಅವರು ಚುನಾವಣಾ ಆಯೋಗದ ವಿರುದ್ಧ ವಾಗ್ದಾಳಿ ನಡೆಸಿದ್ದಾರೆ. ಮತದಾರರ ಪಟ್ಟಿ ಪರಿಷ್ಕರಣೆ ಬಗ್ಗೆ ಪ್ರಶ್ನೆ ಎತ್ತಿದ್ದಾರೆ. [975,298,1134,337]
top-story-title: ಮಧ್ಯಂತರ ವಿರಾಮದಿಂದ ಪರಿಹಾರ ಸಾಧ್ಯವಿಲ್ಲ: ಗಾಜಾದಲ್ಲಿ ಸಂಘರ್ಷ ಕದನ ವಿರಾಮಕ್ಕೆ ಒತ್ತಾಯಿಸಿದ ಭಾರತ [58,256,312,295]
editor-name: ಗಂಗಹನುಮಯ್ಯ, ಮಾಜಿ ಶಾಸಕರು [360,202,504,217]
lead-headline: ಎತ್ತಿನಹೊಳೆ ಯೋಜನೆ : ಆಗಸ್ಟ್ ಮಾಹೆಯೊಳಗೆ ಭೂಸ್ವಾಧೀನ ಪ್ರಕ್ರಿಯೆಯನ್ನು ಪೂರ್ಣಗೊಳಿಸಲು ಸಚಿವರ ಸೂಚನೆ [56,451,1066,485]
subscription-row [904,80,1142,96]
newspaper-title: ಅಮೃತವಾಣಿ [385,52,815,182]
lead-meeting-photo [396,582,774,722]
sub-editor: ಉಪ ಸಂಪಾದಕರು : ಜಯಮತಿ [570,198,670,209]
online-promo-header: ಅಮೃತವಾಣಿ ಈಗ ಆನ್‌ಲೈನ್ ಪುಟಗಳಲ್ಲಿ [58,38,262,66]
facebook-link[interactable] [62,166,258,190]
top-story-2[interactable] [322,254,578,444]
subscription-amount: 1.00 [1075,64,1142,80]
innerwheel-col-2: ಉದ್ಯೋಗ ತರಬೇತಿ ಶಿಬಿರ, ವಿವಿಧ ಕ್ರೀಡಾ ಸಂಸ್ಥೆಗಳೊಡನೆ ರಾಷ್ಟ್ರೀಯ ಹಬ್ಬಗಳ ಆಚರಣೆ, ಆರೋಗ್ಯ ಶಿಬಿರಗಳು ಸೇರಿದಂತೆ ಹತ್ತಾರು ರೀತಿಯ ಜನರಿಗೆ ಉಪಯೋಗವಾಗುವಂತಹ ಸೇವಾ ಕಾರ್ಯಕ್ರಮಗಳನ್ನು ನಡೆಸಿದೆ. ಮುಂದಿನ ದಿನಗಳಲ್ಲಿ ಮತ್ತಷ್ಟು ಸೇವಾ ಚಟುವಟಿಕೆ ನಡೆಸುವ ಆಶಯವನ್ನು ಸಂಸ್ಥೆ ಹೊಂದಿದೆ ಎಂದರು. 2025-26 ನೇ ಸಾಲಿನ ಇನ್ನರ್ ವೀಲ್ ಕ್ಲಬ್ ಆಫ್ ಸಂಸ್ಥೆಯ ನೂತನ ಅಧ್ಯಕ್ಷರಾಗಿ ಇಂದಿರಾಪ್ರಭಾಕರ್, ಕಾರ್ಯದರ್ಶಿಯಾಗಿ ವಿಮಲ ಅಶೋಕ್, ಖಜಾಂಚಿಯಾಗಿ ರೂಪರಂಗನಾಥ್ ಹಾಗೂ ಆಡಳಿತ ಮಂಡಳಿ ಜುಲೈ 27 ರಂದು ಅಧಿಕಾರ ಸ್ವೀಕರಿಸಲಿದ್ದಾರೆ. ಮುಖ್ಯ ಅತಿಥಿಗಳಾಗಿ ಜಿಲ್ಲಾ ಚೇರ್‌ಮನ್ ರೂಪಗಿರೀಶ್ ಆಗಮಿಸಲಿದ್ದಾರೆ. [238,1453,410,1654]
coeditor-label: ಸಹ ಸಂಪಾದಕರು: [740,183,805,196]
subscription-cur: ರೂ. [1043,80,1075,96]
cooperative-event-photo [214,874,596,998]
top-story-photo [592,299,702,387]
masthead-divider [52,214,1148,216]
top-story-photo [858,299,968,387]
top-story-4[interactable] [852,254,1146,444]
